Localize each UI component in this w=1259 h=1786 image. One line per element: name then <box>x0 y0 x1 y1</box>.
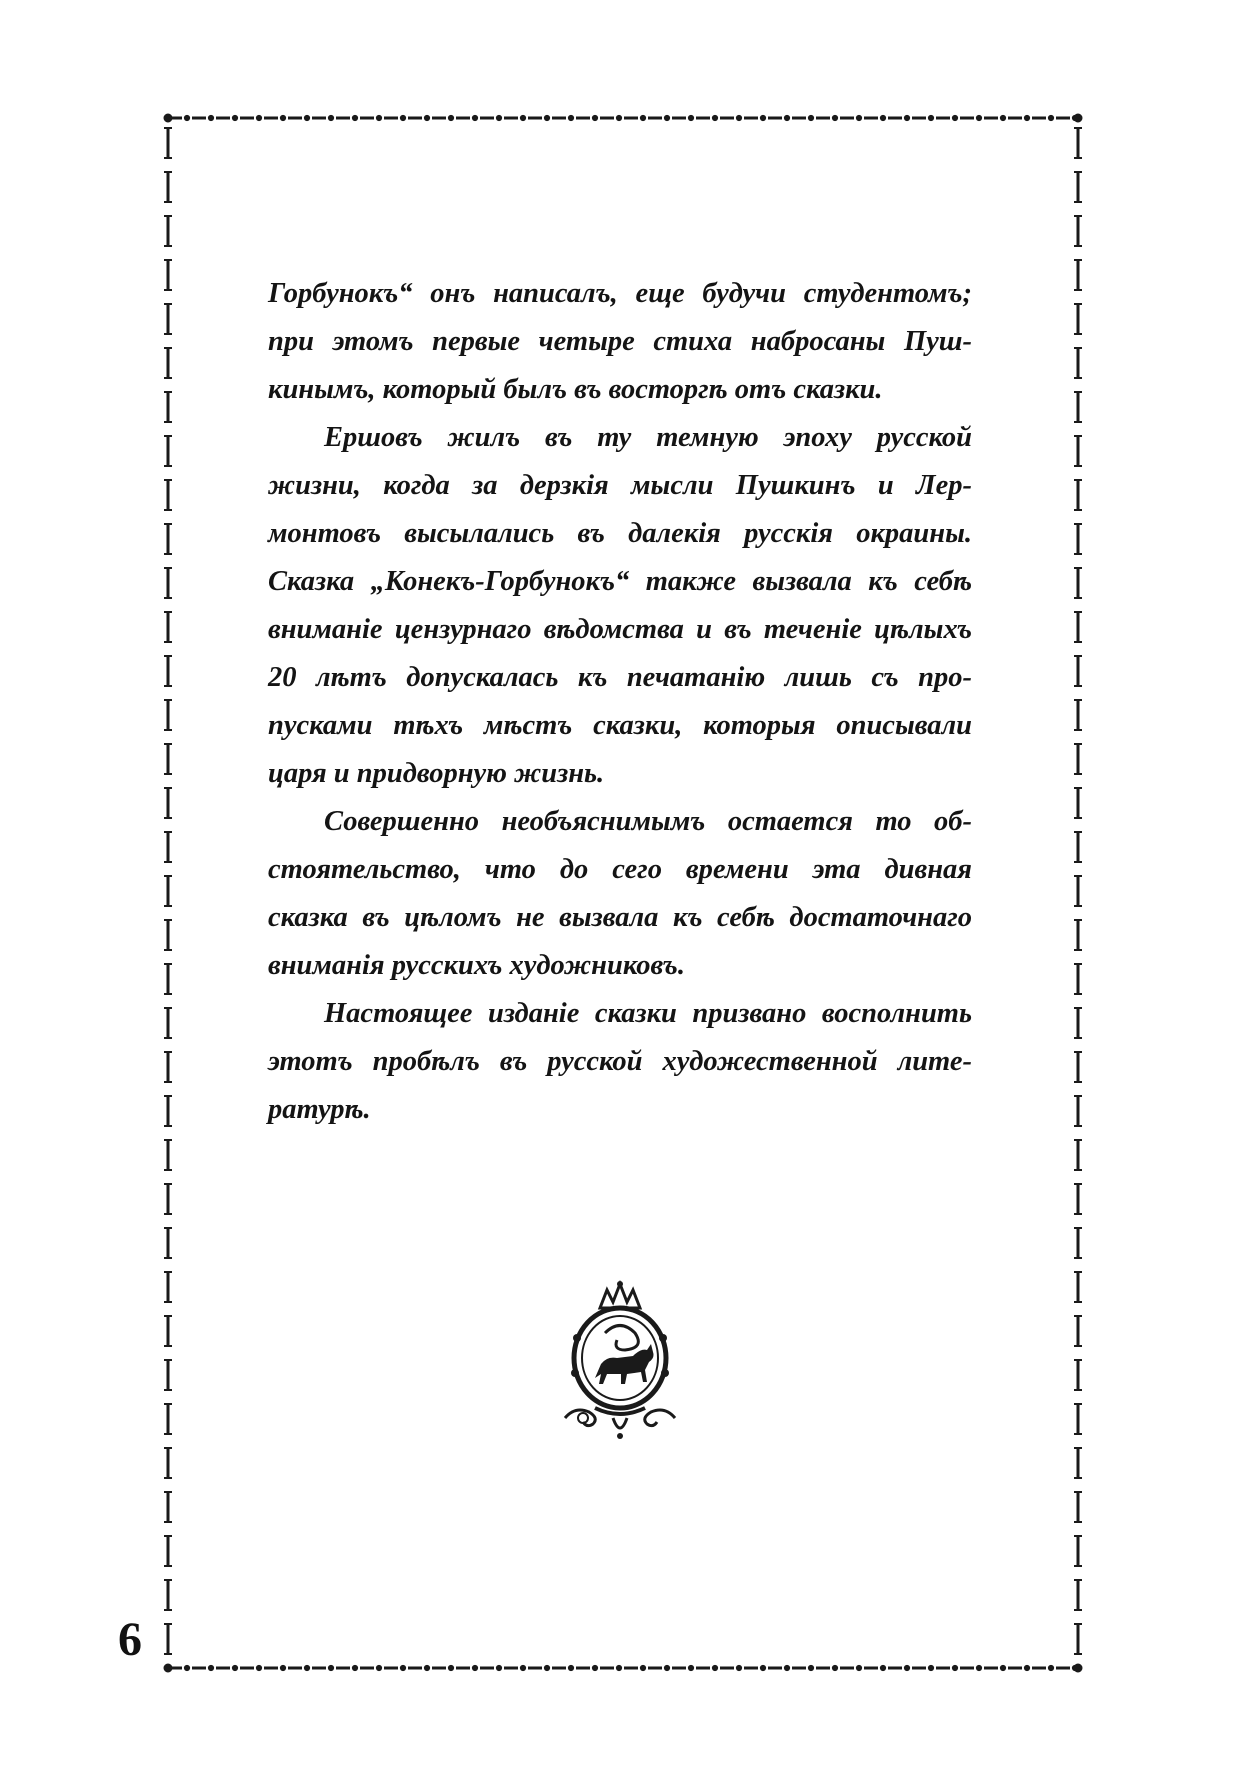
page-number: 6 <box>118 1613 142 1666</box>
text-line: монтовъ высылались въ далекія русскія окраины. <box>268 518 972 549</box>
text-line: Горбунокъ“ онъ написалъ, еще будучи студентомъ; <box>268 278 972 309</box>
text-line: жизни, когда за дерзкія мысли Пушкинъ и Лер- <box>268 470 972 501</box>
text-line: Настоящее изданіе сказки призвано восполнить <box>324 998 972 1029</box>
text-line: Сказка „Конекъ-Горбунокъ“ также вызвала къ себѣ <box>268 566 972 597</box>
horse-medallion-icon <box>555 1278 685 1443</box>
text-line: этотъ пробѣлъ въ русской художественной лите- <box>268 1046 972 1077</box>
text-line: сказка въ цѣломъ не вызвала къ себѣ достаточнаго <box>268 902 972 933</box>
text-line: царя и придворную жизнь. <box>268 758 605 789</box>
text-line: Ершовъ жилъ въ ту темную эпоху русской <box>324 422 972 453</box>
text-line: вниманіе цензурнаго вѣдомства и въ теченіе цѣлыхъ <box>268 614 972 645</box>
text-line: стоятельство, что до сего времени эта дивная <box>268 854 972 885</box>
body-text <box>268 270 972 1134</box>
text-line: кинымъ, который былъ въ восторгѣ отъ сказки. <box>268 374 883 405</box>
text-line: вниманія русскихъ художниковъ. <box>268 950 685 981</box>
text-line: при этомъ первые четыре стиха набросаны Пуш- <box>268 326 972 357</box>
text-line: 20 лѣтъ допускалась къ печатанію лишь съ про- <box>268 662 972 693</box>
text-line: ратурѣ. <box>268 1094 371 1125</box>
text-line: пусками тѣхъ мѣстъ сказки, которыя описывали <box>268 710 972 741</box>
text-line: Совершенно необъяснимымъ остается то об- <box>324 806 972 837</box>
